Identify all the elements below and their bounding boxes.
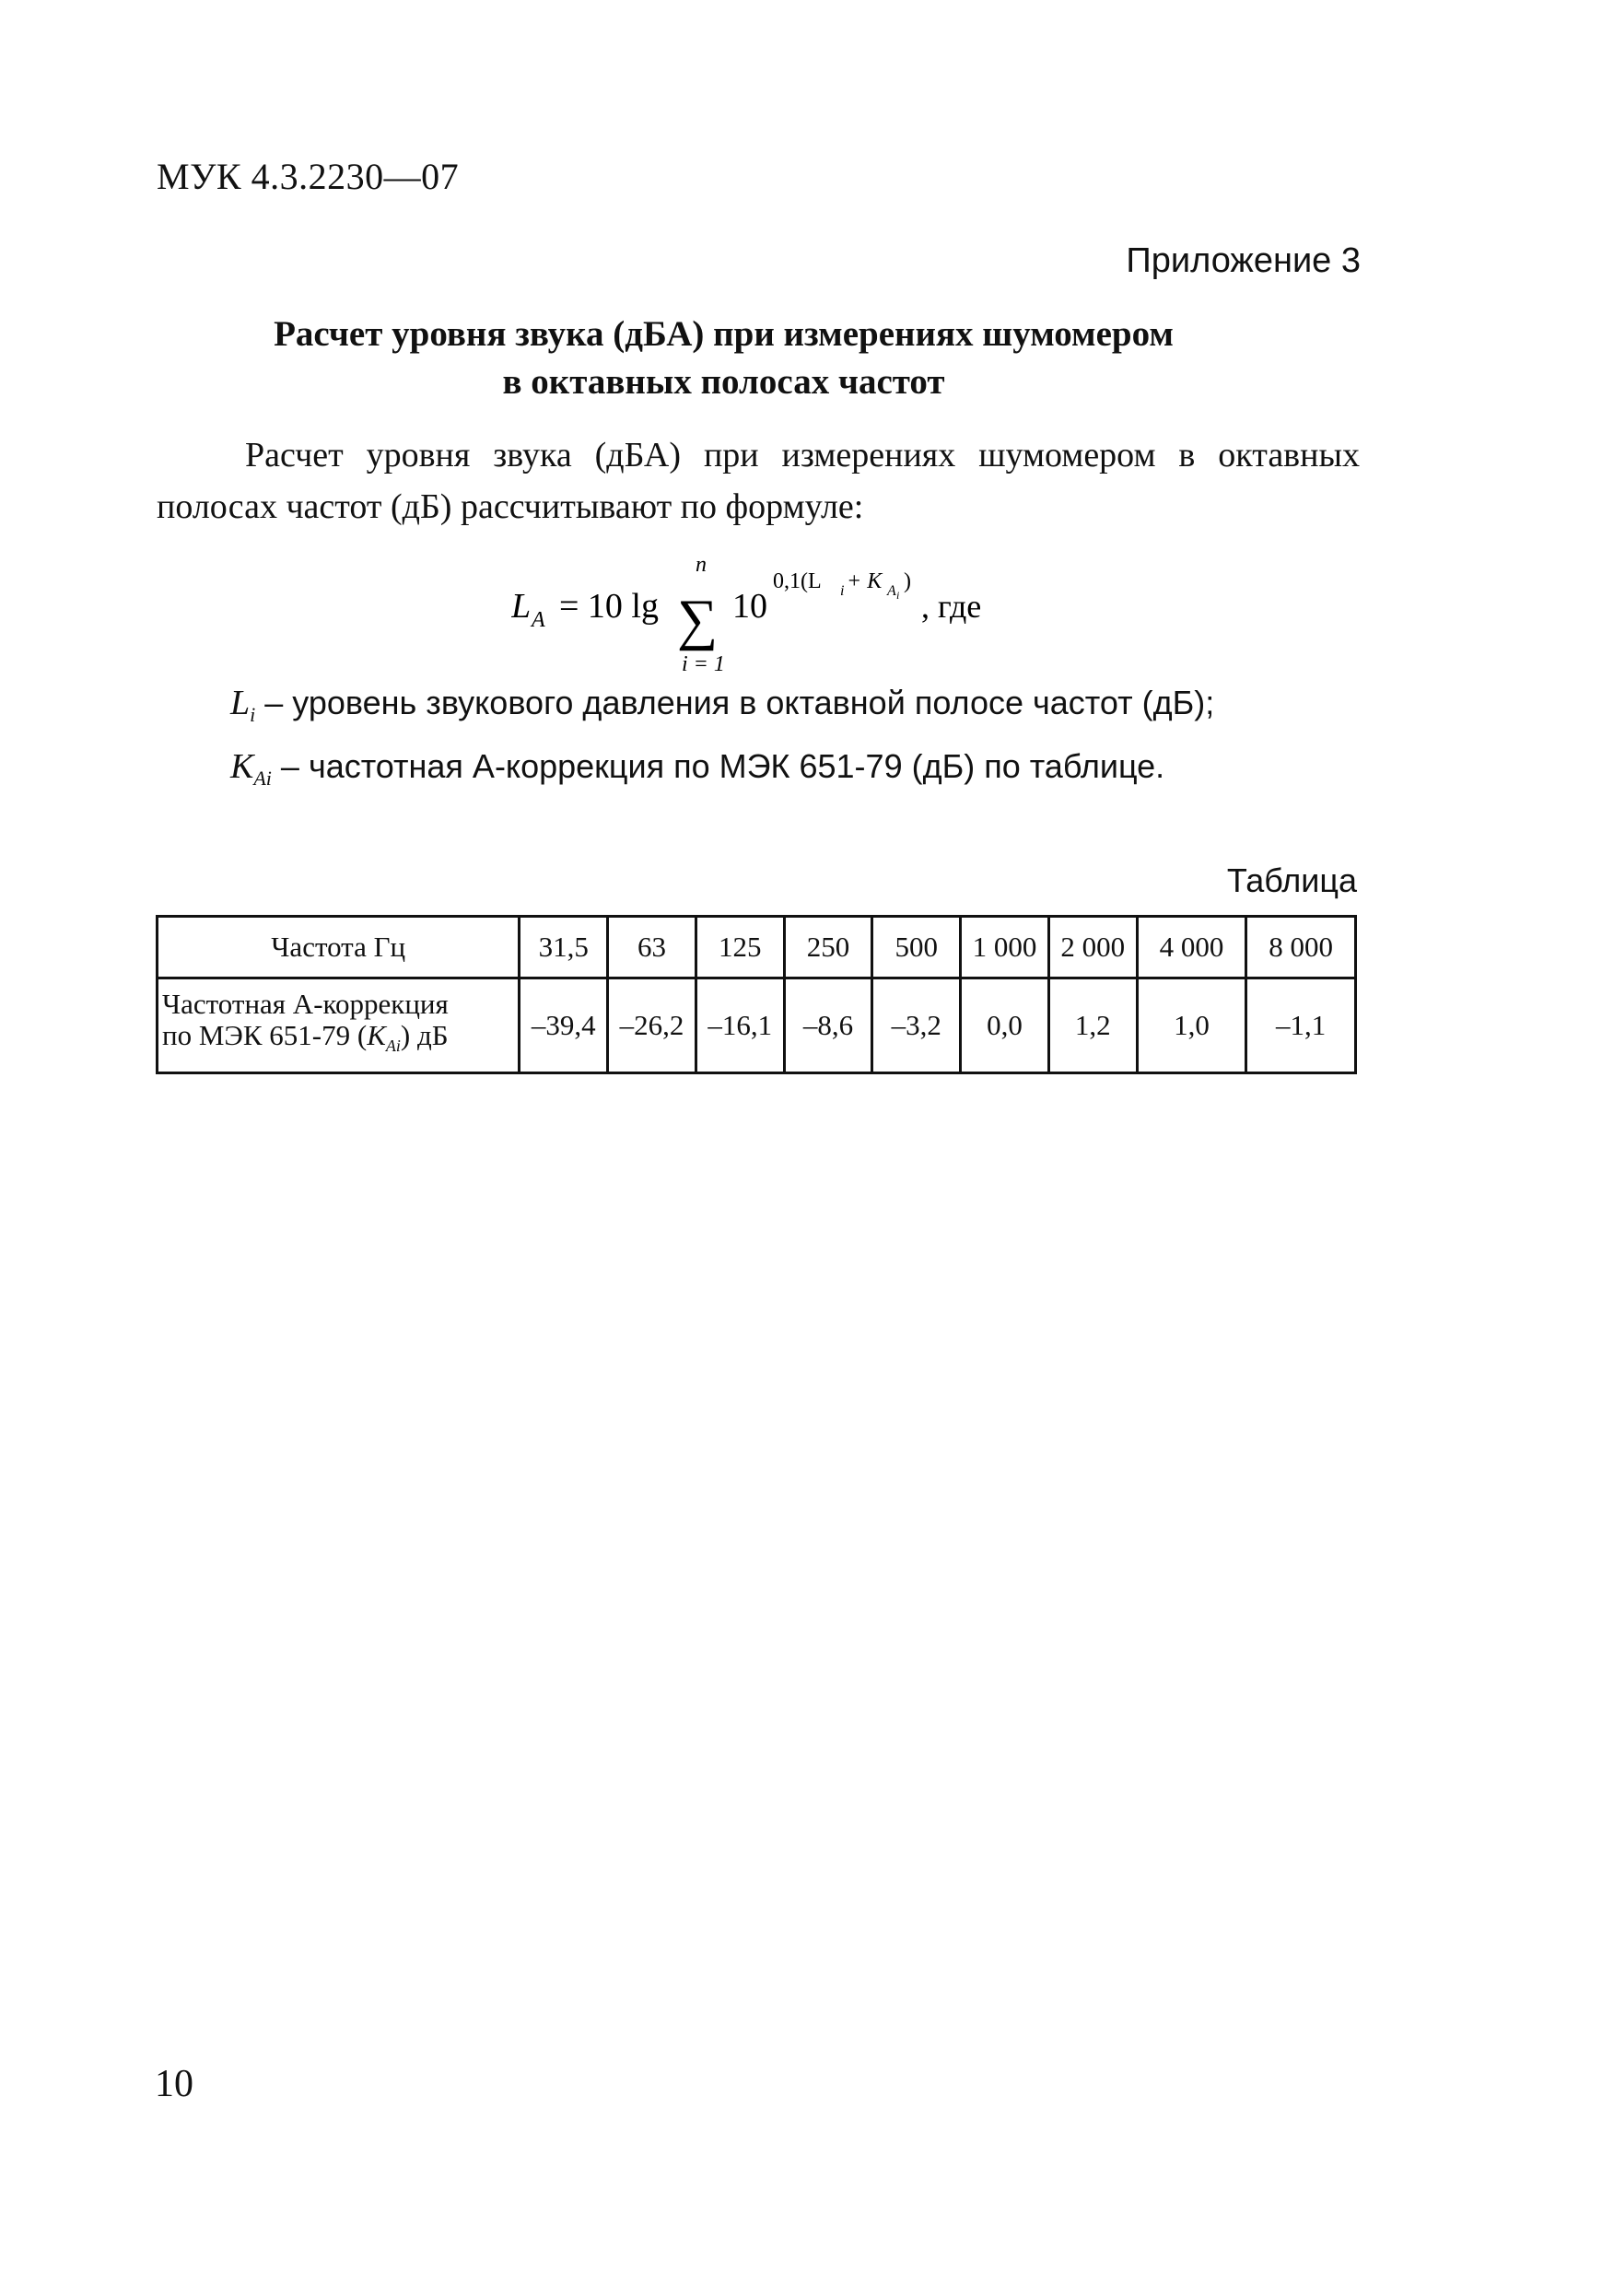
frequency-cell: 250 [784,917,872,978]
correction-cell: 1,2 [1048,978,1137,1073]
correction-cell: 0,0 [961,978,1049,1073]
frequency-cell: 125 [696,917,784,978]
correction-cell: –16,1 [696,978,784,1073]
table-row-correction [158,978,1356,1073]
exponent-sub-a: A [887,583,896,599]
exponent-close: ) [904,569,911,593]
table-row-frequency [158,917,1356,978]
page-number: 10 [155,2063,193,2105]
definitions [230,677,1214,804]
correction-cell: –39,4 [520,978,608,1073]
frequency-cell: 8 000 [1246,917,1356,978]
exponent-sub-i: i [840,583,845,599]
correction-cell: –1,1 [1246,978,1356,1073]
formula-exponent: 0,1(L [773,569,822,593]
formula-lhs-sub: A [532,608,545,632]
frequency-cell: 31,5 [520,917,608,978]
frequency-cell: 2 000 [1048,917,1137,978]
formula-suffix: , где [921,588,982,625]
frequency-cell: 1 000 [961,917,1049,978]
sum-upper-limit: n [696,553,707,577]
section-title-line1: Расчет уровня звука (дБА) при измерениях шумомером [274,314,1174,354]
formula-lhs: L [511,587,532,626]
exponent-plus-k: + K [847,569,883,593]
formula [511,551,1027,689]
correction-cell: 1,0 [1137,978,1246,1073]
exponent-sub-ai: i [896,589,900,602]
formula-log: = 10 lg [559,587,659,626]
correction-cell: –8,6 [784,978,872,1073]
section-title-line2: в октавных полосах частот [502,362,945,402]
appendix-label: Приложение 3 [1126,241,1361,280]
intro-paragraph: Расчет уровня звука (дБА) при измерениях шумомером в октавных полосах частот (дБ) рассчитывают по формуле: [157,436,1360,526]
correction-table [156,915,1357,1074]
definition-li: $L_i$ – уровень звукового давления в октавной полосе частот (дБ); [230,684,1215,727]
frequency-cell: 63 [608,917,696,978]
document-code: МУК 4.3.2230—07 [157,156,460,197]
definition-kai: $K_{Ai}$ – частотная А-коррекция по МЭК 651-79 (дБ) по таблице. [230,747,1165,791]
correction-cell: –3,2 [872,978,961,1073]
sum-lower-limit: i = 1 [682,652,725,676]
sum-sign: ∑ [677,589,719,651]
formula-base: 10 [732,587,767,626]
table-caption: Таблица [1226,861,1357,899]
correction-row-header: Частотная А-коррекция по МЭК 651-79 $(K_{Ai})$ дБ [158,978,520,1073]
frequency-cell: 500 [872,917,961,978]
frequency-row-header: Частота Гц [158,917,520,978]
frequency-cell: 4 000 [1137,917,1246,978]
correction-cell: –26,2 [608,978,696,1073]
